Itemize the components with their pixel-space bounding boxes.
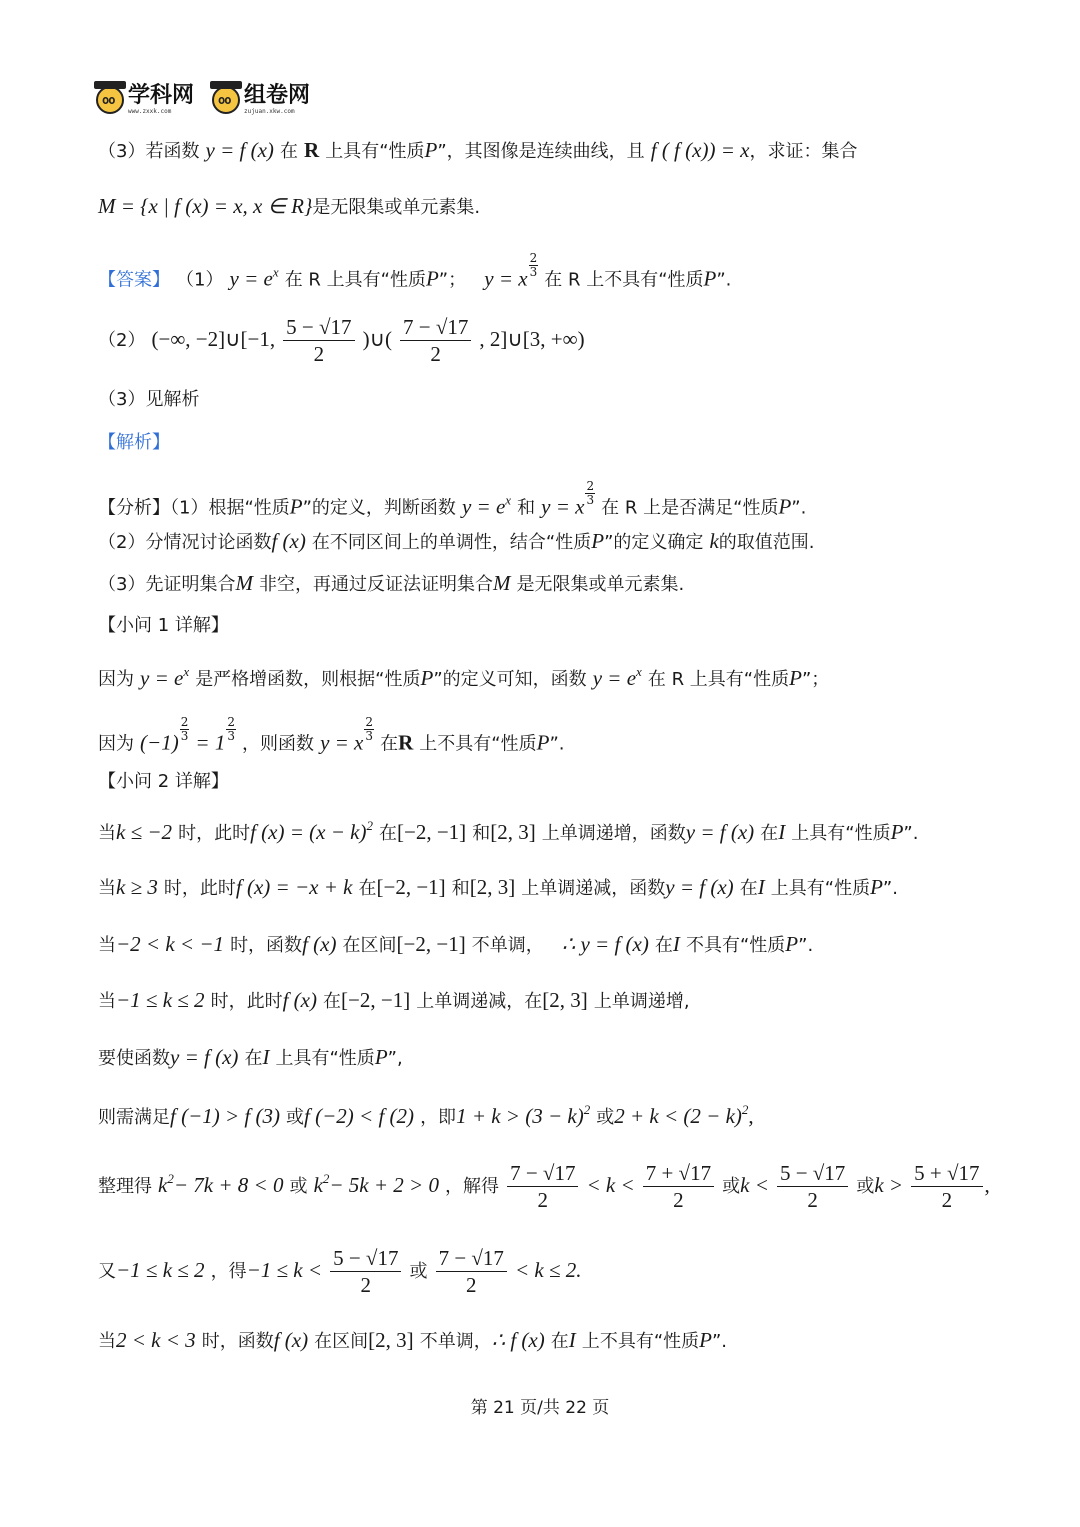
case-5-line: 当2 < k < 3 时，函数f (x) 在区间[2, 3] 不单调，∴ f (x) 在I 上不具有“性质P”. [98,1328,728,1352]
logo-zxxk [96,85,194,115]
analysis-tag-line [98,431,170,454]
case-1-line: 当k ≤ −2 时，此时f $(x) = (x - k)^2$ 在[−2, −1] 和[2, 3] 上单调递增，函数y = f (x) 在I 上具有“性质P”. [98,818,919,844]
logo-zujuan-name: 组卷网 [244,83,311,108]
owl-mascot-icon [212,86,240,114]
subquestion-1-line-1: 因为 $y = e^x$ 是严格增函数，则根据“性质P”的定义可知，函数 $y = e^x$ 在 R 上具有“性质P”； [98,664,830,690]
case-3-line: 当−2 < k < −1 时，函数f (x) 在区间[−2, −1] 不单调， ∴ y = f (x) 在I 不具有“性质P”. [98,932,814,956]
page-number: 第 21 页/共 22 页 [470,1398,610,1418]
case-4-result-line: 又−1 ≤ k ≤ 2 ，得−1 ≤ k < $\frac{5 - √17}{2}$ 或 $\frac{7 - √17}{2}$ < k ≤ 2. [98,1246,582,1298]
subquestion-1-title: 【小问 1 详解】 [98,615,229,636]
answer-tag: 【答案】 [98,269,170,291]
analysis-line-3: （3）先证明集合M 非空，再通过反证法证明集合M 是无限集或单元素集. [98,571,685,595]
question-3-line-1: （3）若函数 y = f (x) 在 R 上具有“性质P”，其图像是连续曲线，且 f ( f (x)) = x，求证：集合 [98,138,858,162]
question-3-line-2: M = {x | f (x) = x, x ∈ R}是无限集或单元素集. [98,194,481,218]
case-2-line: 当k ≥ 3 时，此时f (x) = −x + k 在[−2, −1] 和[2, 3] 上单调递减，函数y = f (x) 在I 上具有“性质P”. [98,875,898,899]
answer-line-1: 【答案】 （1） $y = e^x$ 在 R 上具有“性质P”； y = x $\frac{2}{3}$ 在 R 上不具有“性质P”. [98,251,732,291]
case-4-requirement-line: 则需满足f (−1) > f (3) 或f (−2) < f (2) ，即$1 + k > (3 - k)^2$ 或$2 + k < (2 - k)^2$, [98,1102,754,1128]
logo-zxxk-url: www.zxxk.com [128,108,172,115]
analysis-line-2: （2）分情况讨论函数f (x) 在不同区间上的单调性，结合“性质P”的定义确定 k的取值范围. [98,529,815,553]
logo-zujuan [212,85,310,115]
header-logos [96,80,310,120]
subquestion-1-line-2: 因为 (−1) $\frac{2}{3}$ = 1 $\frac{2}{3}$ ，则函数 y = x $\frac{2}{3}$ 在R 上不具有“性质P”. [98,715,565,755]
case-4-solve-line: 整理得 $k^2- 7k + 8 < 0$ 或 $k^2- 5k + 2 > 0$ ，解得 $\frac{7 - √17}{2}$ < k < $\frac{7 + √17}{2}$ 或k < $\frac{5 - √17}{2}$ 或k > $\frac{5 + √17}{2}$ , [98,1161,990,1213]
subquestion-2-title: 【小问 2 详解】 [98,771,229,792]
logo-zujuan-url: zujuan.xkw.com [244,108,295,115]
answer-line-2: （2） (−∞, −2]∪[−1, $\frac{5 - √17}{2}$ )∪( $\frac{7 - √17}{2}$ , 2]∪[3, +∞) [98,315,585,367]
analysis-line-1: 【分析】（1）根据“性质P”的定义，判断函数 $y = e^x$ 和 y = x $\frac{2}{3}$ 在 R 上是否满足“性质P”. [98,479,807,519]
case-4-line: 当−1 ≤ k ≤ 2 时，此时f (x) 在[−2, −1] 上单调递减，在[2, 3] 上单调递增, [98,988,690,1012]
answer-line-3: （3）见解析 [98,389,200,410]
case-4-condition-line: 要使函数y = f (x) 在I 上具有“性质P”, [98,1045,403,1069]
analysis-tag: 【解析】 [98,432,170,453]
logo-zxxk-name: 学科网 [128,83,195,108]
owl-mascot-icon [96,86,124,114]
